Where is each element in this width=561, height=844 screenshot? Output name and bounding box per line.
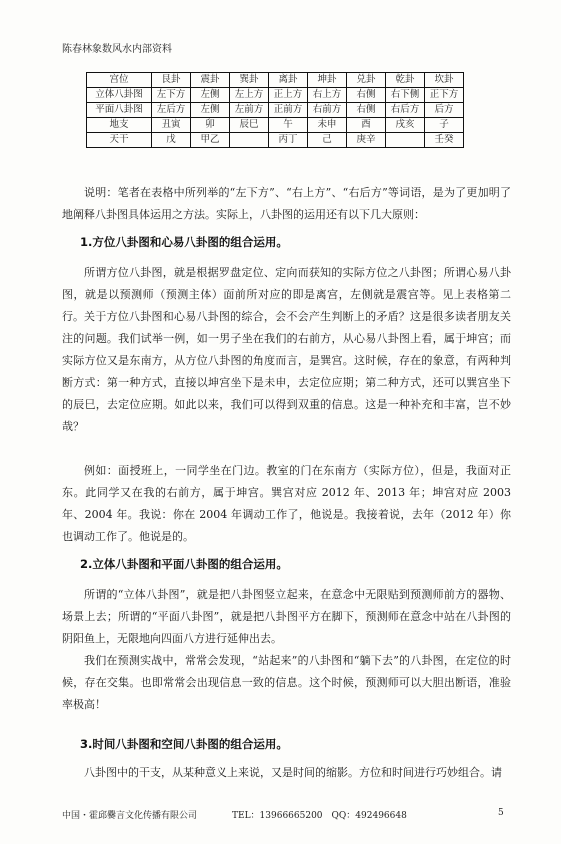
- section-heading-1: 1.方位八卦图和心易八卦图的组合运用。: [80, 235, 288, 249]
- table-cell: 戌亥: [386, 118, 425, 133]
- paragraph-class-example: 例如：面授班上，一同学坐在门边。教室的门在东南方（实际方位），但是，我面对正东。此同学又在我的右前方，属于坤宫。巽宫对应 2012 年、2013 年；坤宫对应 2003 年、2004 年。我说：你在 2004 年调动工作了，他说是。我接着说，去年（2012 年）你也调动工作了。他说是的。: [62, 464, 511, 543]
- section-heading-2: 2.立体八卦图和平面八卦图的组合运用。: [80, 557, 288, 571]
- paragraph-3d-flat-bagua: 所谓的“立体八卦图”，就是把八卦图竖立起来，在意念中无限贴到预测师前方的器物、场景上去；所谓的“平面八卦图”，就是把八卦图平方在脚下，预测师在意念中站在八卦图的阴阳鱼上，无限地向四面八方进行延伸出去。: [62, 588, 511, 645]
- table-row-label: 天干: [87, 133, 152, 148]
- page-number: 5: [498, 808, 504, 818]
- table-cell: 左下方: [152, 88, 191, 103]
- table-cell: 甲乙: [191, 133, 230, 148]
- table-cell: 右侧: [347, 88, 386, 103]
- page-header: 陈春林象数风水内部资料: [62, 44, 172, 55]
- table-cell: 丑寅: [152, 118, 191, 133]
- table-cell: 离卦: [269, 73, 308, 88]
- table-cell: 兑卦: [347, 73, 386, 88]
- table-cell: 壬癸: [425, 133, 464, 148]
- table-row: [87, 133, 464, 148]
- table-cell: 乾卦: [386, 73, 425, 88]
- table-cell: 己: [308, 133, 347, 148]
- table-row-label: 宫位: [87, 73, 152, 88]
- table-cell: 震卦: [191, 73, 230, 88]
- paragraph-intersection: 我们在预测实战中，常常会发现，“站起来”的八卦图和“躺下去”的八卦图，在定位的时候，存在交集。也即常常会出现信息一致的信息。这个时候，预测师可以大胆出断语，准验率极高！: [62, 654, 511, 711]
- table-cell: 酉: [347, 118, 386, 133]
- table-cell: 左后方: [152, 103, 191, 118]
- table-row: [87, 118, 464, 133]
- table-cell: 右上方: [308, 88, 347, 103]
- table-cell: 辰巳: [230, 118, 269, 133]
- footer-company: 中国・霍邱爨言文化传播有限公司: [62, 811, 198, 821]
- table-cell: 戊: [152, 133, 191, 148]
- table-cell: 正下方: [425, 88, 464, 103]
- table-cell: 未申: [308, 118, 347, 133]
- table-cell: 巽卦: [230, 73, 269, 88]
- table-cell: 子: [425, 118, 464, 133]
- table-row-label: 立体八卦图: [87, 88, 152, 103]
- table-cell: 左侧: [191, 103, 230, 118]
- table-row-label: 地支: [87, 118, 152, 133]
- table-row: [87, 88, 464, 103]
- table-cell: 正前方: [269, 103, 308, 118]
- paragraph-time-space: 八卦图中的干支，从某种意义上来说，又是时间的缩影。方位和时间进行巧妙组合。请: [84, 766, 502, 779]
- table-cell: 右后方: [386, 103, 425, 118]
- table-cell: 艮卦: [152, 73, 191, 88]
- table-cell: 左上方: [230, 88, 269, 103]
- table-cell: 庚辛: [347, 133, 386, 148]
- table-cell: [230, 133, 269, 148]
- paragraph-combination-example: 关于方位八卦图和心易八卦图的综合，会不会产生判断上的矛盾？这是很多读者朋友关注的问题。我们试举一例，如一男子坐在我们的右前方，从心易八卦图上看，属于坤宫；而实际方位又是东南方，从方位八卦图的角度而言，是巽宫。这时候，存在的象意，有两种判断方式：第一种方式，直接以坤宫坐下是未申，去定位应期；第二种方式，还可以巽宫坐下的辰巳，去定位应期。如此以来，我们可以得到双重的信息。这是一种补充和丰富，岂不妙哉？: [62, 310, 511, 433]
- table-cell: 坤卦: [308, 73, 347, 88]
- table-cell: 正上方: [269, 88, 308, 103]
- table-cell: [386, 133, 425, 148]
- footer-contact: TEL：13966665200 QQ：492496648: [232, 811, 407, 821]
- table-row: [87, 103, 464, 118]
- table-cell: 右前方: [308, 103, 347, 118]
- section-heading-3: 3.时间八卦图和空间八卦图的组合运用。: [80, 737, 288, 751]
- paragraph-direction-bagua: 所谓方位八卦图，就是根据罗盘定位、定向而获知的实际方位之八卦图；所谓心易八卦图，就是以预测师（预测主体）面前所对应的即是离宫，左侧就是震宫等。见上表格第二行。: [62, 266, 511, 323]
- table-cell: 坎卦: [425, 73, 464, 88]
- table-row: [87, 73, 464, 88]
- bagua-table: [86, 72, 464, 148]
- table-cell: 午: [269, 118, 308, 133]
- table-cell: 右下侧: [386, 88, 425, 103]
- paragraph-note: 说明：笔者在表格中所列举的“左下方”、“右上方”、“右后方”等词语，是为了更加明了地阐释八卦图具体运用之方法。实际上，八卦图的运用还有以下几大原则：: [62, 186, 511, 221]
- table-cell: 左侧: [191, 88, 230, 103]
- table-cell: 卯: [191, 118, 230, 133]
- table-cell: 丙丁: [269, 133, 308, 148]
- table-row-label: 平面八卦图: [87, 103, 152, 118]
- table-cell: 后方: [425, 103, 464, 118]
- table-cell: 右侧: [347, 103, 386, 118]
- table-cell: 左前方: [230, 103, 269, 118]
